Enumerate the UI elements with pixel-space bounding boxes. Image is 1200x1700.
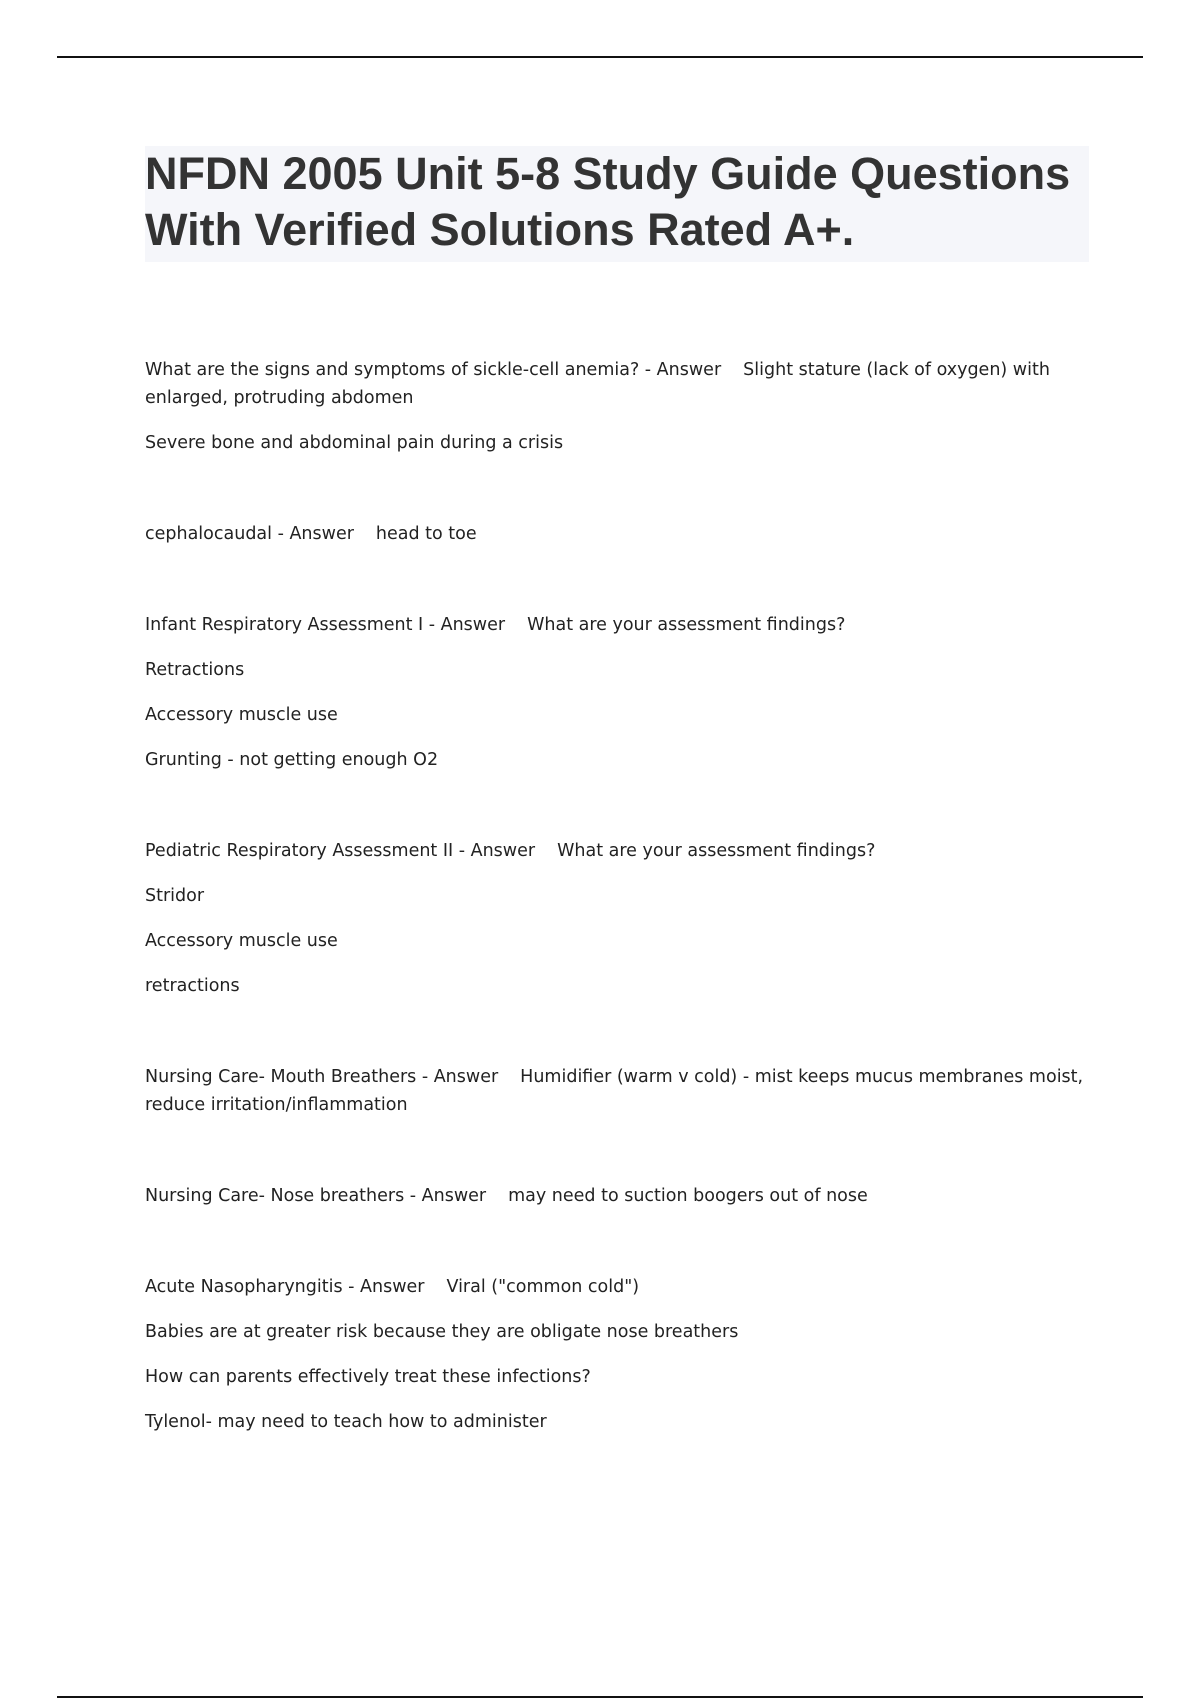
document-title: NFDN 2005 Unit 5-8 Study Guide Questions With Verified Solutions Rated A+. (145, 148, 1071, 255)
answer-text: head to toe (375, 524, 477, 544)
qa-entry (145, 837, 1089, 865)
qa-entry (145, 1063, 1089, 1119)
answer-text: may need to suction boogers out of nose (508, 1186, 868, 1206)
question-text: Acute Nasopharyngitis - Answer (145, 1277, 425, 1297)
qa-entry (145, 611, 1089, 639)
qa-entry (145, 520, 1089, 548)
document-body (145, 356, 1089, 1436)
answer-text: What are your assessment findings? (557, 841, 876, 861)
question-text: Nursing Care- Mouth Breathers - Answer (145, 1067, 499, 1087)
question-text: What are the signs and symptoms of sickle-cell anemia? - Answer (145, 360, 722, 380)
answer-text: Humidifier (warm v cold) - mist keeps mucus membranes moist, reduce irritation/inflammation (145, 1067, 1084, 1115)
qa-entry (145, 1182, 1089, 1210)
answer-line: retractions (145, 976, 240, 996)
answer-line: Retractions (145, 660, 245, 680)
answer-line: Babies are at greater risk because they are obligate nose breathers (145, 1322, 739, 1342)
answer-line: How can parents effectively treat these infections? (145, 1367, 591, 1387)
answer-line: Severe bone and abdominal pain during a crisis (145, 433, 564, 453)
footer-rule (57, 1696, 1143, 1698)
question-text: Infant Respiratory Assessment I - Answer (145, 615, 506, 635)
question-text: cephalocaudal - Answer (145, 524, 354, 544)
title-box (145, 146, 1089, 262)
qa-entry (145, 1273, 1089, 1301)
question-text: Nursing Care- Nose breathers - Answer (145, 1186, 487, 1206)
answer-text: Viral ("common cold") (446, 1277, 640, 1297)
answer-line: Stridor (145, 886, 205, 906)
header-rule (57, 56, 1143, 58)
qa-entry (145, 356, 1089, 412)
answer-line: Grunting - not getting enough O2 (145, 750, 439, 770)
answer-line: Accessory muscle use (145, 705, 338, 725)
answer-line: Tylenol- may need to teach how to administer (145, 1412, 547, 1432)
question-text: Pediatric Respiratory Assessment II - Answer (145, 841, 536, 861)
answer-line: Accessory muscle use (145, 931, 338, 951)
answer-text: What are your assessment findings? (527, 615, 846, 635)
answer-text: Slight stature (lack of oxygen) with enlarged, protruding abdomen (145, 360, 1050, 408)
